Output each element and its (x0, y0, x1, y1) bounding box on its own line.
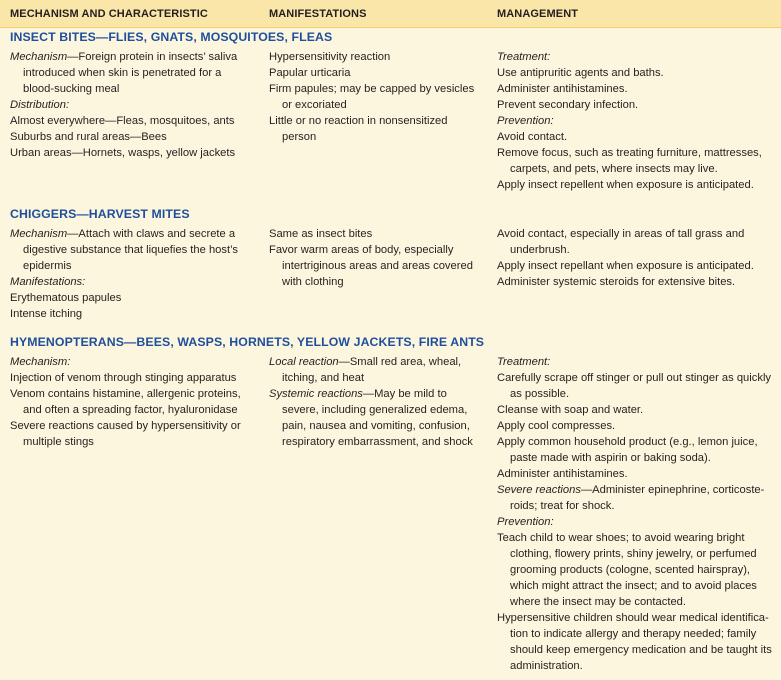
prevention-label: Prevention: (497, 516, 554, 528)
header-manifestations: MANIFESTATIONS (269, 8, 367, 20)
mechanism-column: Mechanism: Injection of venom through stinging apparatus Venom contains histamine, allergenic proteins, and often a spreading factor, hyaluronidase Severe reactions caused by hypersensitivity or multiple stings (10, 354, 262, 450)
section-title: HYMENOPTERANS—BEES, WASPS, HORNETS, YELLOW JACKETS, FIRE ANTS (10, 335, 485, 349)
section-title: INSECT BITES—FLIES, GNATS, MOSQUITOES, FLEAS (10, 30, 333, 44)
management-column: Treatment: Use antipruritic agents and baths. Administer antihistamines. Prevent secondary infection. Prevention: Avoid contact. Remove focus, such as treating furniture, mattresses, carpets, and pets, where insects may live. Apply insect repellent when exposure is anticipated. (497, 49, 777, 193)
manifestations-column: Local reaction—Small red area, wheal, itching, and heat Systemic reactions—May be mild to severe, including generalized edema, pain, nausea and vomiting, confusion, respiratory embarrassment, and shock (269, 356, 473, 448)
section-title: CHIGGERS—HARVEST MITES (10, 207, 190, 221)
mechanism-label: Mechanism: (10, 356, 71, 368)
treatment-label: Treatment: (497, 356, 551, 368)
header-management: MANAGEMENT (497, 8, 579, 20)
prevention-label: Prevention: (497, 115, 554, 127)
header-mechanism: MECHANISM AND CHARACTERISTIC (10, 8, 208, 20)
manifestations-column: Same as insect bites Favor warm areas of body, especially intertriginous areas and areas covered with clothing (269, 228, 473, 288)
mechanism-column: Mechanism—Attach with claws and secrete a digestive substance that liquefies the host’s epidermis Manifestations: Erythematous papules Intense itching (10, 226, 262, 322)
mechanism-column: Mechanism—Foreign protein in insects’ saliva introduced when skin is penetrated for a blood-sucking meal Distribution: Almost everywhere—Fleas, mosquitoes, ants Suburbs and rural areas—Bees Urban areas—Hornets, wasps, yellow jackets (10, 49, 262, 161)
management-column: Treatment: Carefully scrape off stinger or pull out stinger as quickly as possible. Cleanse with soap and water. Apply cool compresses. Apply common household product (e.g., lemon juice, paste made with aspirin or baking soda). Administer antihistamines. Severe reactions—Administer epinephrine, corticoste- roids; treat for shock. Prevention: Teach child to wear shoes; to avoid wearing bright clothing, flowery prints, shiny jewelry, or perfumed grooming products (cologne, scented hairspray), which might attract the insect; and to avoid places where the insect may be contacted. Hypersensitive children should wear medical identifica- tion to indicate allergy and therapy needed; family should keep emergency medication and be taught its administration. (497, 354, 777, 674)
treatment-label: Treatment: (497, 51, 551, 63)
manifestations-column: Hypersensitivity reaction Papular urticaria Firm papules; may be capped by vesicles or excoriated Little or no reaction in nonsensitized person (269, 51, 475, 143)
distribution-label: Distribution: (10, 99, 70, 111)
management-column: Avoid contact, especially in areas of tall grass and underbrush. Apply insect repellant when exposure is anticipated. Administer systemic steroids for extensive bites. (497, 228, 754, 288)
table-header (0, 0, 781, 28)
manifestations-label: Manifestations: (10, 276, 86, 288)
